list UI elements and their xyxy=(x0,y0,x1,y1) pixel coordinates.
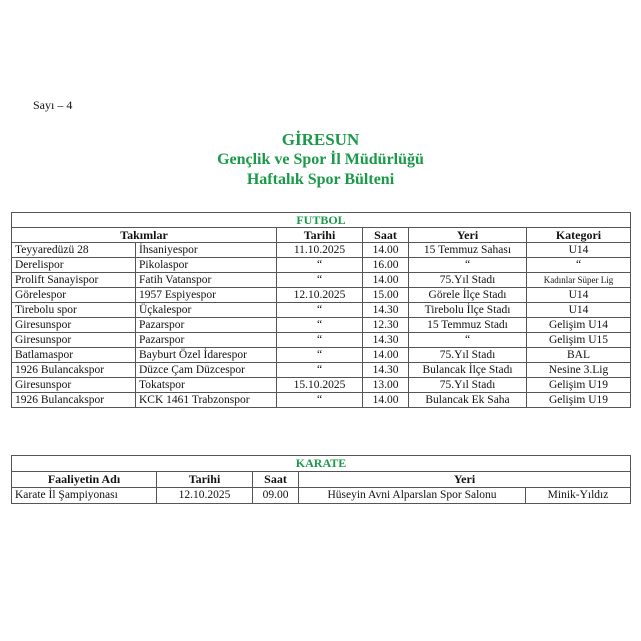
time-cell: 14.00 xyxy=(363,393,409,408)
date-cell: “ xyxy=(277,258,363,273)
match-row xyxy=(12,303,631,318)
date-cell: 12.10.2025 xyxy=(157,488,253,504)
column-header: Takımlar xyxy=(12,228,277,243)
category-cell: Minik-Yıldız xyxy=(526,488,631,504)
date-cell: “ xyxy=(277,273,363,288)
match-row xyxy=(12,393,631,408)
column-header: Faaliyetin Adı xyxy=(12,472,157,488)
home-team-cell: Görelespor xyxy=(12,288,136,303)
time-cell: 09.00 xyxy=(253,488,299,504)
away-team-cell: 1957 Espiyespor xyxy=(136,288,277,303)
match-row xyxy=(12,273,631,288)
venue-cell: 75.Yıl Stadı xyxy=(409,348,527,363)
away-team-cell: İhsaniyespor xyxy=(136,243,277,258)
venue-cell: Tirebolu İlçe Stadı xyxy=(409,303,527,318)
category-cell: “ xyxy=(527,258,631,273)
away-team-cell: Pazarspor xyxy=(136,333,277,348)
karate-header-row xyxy=(12,472,631,488)
away-team-cell: Düzce Çam Düzcespor xyxy=(136,363,277,378)
away-team-cell: Üçkalespor xyxy=(136,303,277,318)
venue-cell: “ xyxy=(409,258,527,273)
home-team-cell: Teyyaredüzü 28 xyxy=(12,243,136,258)
bulletin-header xyxy=(0,130,641,190)
venue-cell: “ xyxy=(409,333,527,348)
venue-cell: 15 Temmuz Stadı xyxy=(409,318,527,333)
header-bulletin-title: Haftalık Spor Bülteni xyxy=(246,171,395,188)
away-team-cell: KCK 1461 Trabzonspor xyxy=(136,393,277,408)
venue-cell: 75.Yıl Stadı xyxy=(409,273,527,288)
time-cell: 14.30 xyxy=(363,303,409,318)
home-team-cell: Batlamaspor xyxy=(12,348,136,363)
football-table xyxy=(11,212,631,408)
issue-number: Sayı – 4 xyxy=(33,98,73,112)
column-header: Saat xyxy=(363,228,409,243)
match-row xyxy=(12,348,631,363)
activity-row xyxy=(12,488,631,504)
category-cell: U14 xyxy=(527,243,631,258)
time-cell: 14.00 xyxy=(363,348,409,363)
match-row xyxy=(12,318,631,333)
category-cell: U14 xyxy=(527,288,631,303)
header-directorate: Gençlik ve Spor İl Müdürlüğü xyxy=(217,151,424,168)
column-header: Kategori xyxy=(527,228,631,243)
venue-cell: Görele İlçe Stadı xyxy=(409,288,527,303)
karate-section-title: KARATE xyxy=(12,456,631,472)
date-cell: “ xyxy=(277,363,363,378)
category-cell: Kadınlar Süper Lig xyxy=(527,273,631,288)
home-team-cell: Giresunspor xyxy=(12,318,136,333)
column-header: Tarihi xyxy=(277,228,363,243)
home-team-cell: Tirebolu spor xyxy=(12,303,136,318)
time-cell: 14.00 xyxy=(363,273,409,288)
date-cell: “ xyxy=(277,333,363,348)
away-team-cell: Tokatspor xyxy=(136,378,277,393)
home-team-cell: 1926 Bulancakspor xyxy=(12,393,136,408)
date-cell: “ xyxy=(277,348,363,363)
time-cell: 14.30 xyxy=(363,363,409,378)
date-cell: “ xyxy=(277,393,363,408)
time-cell: 16.00 xyxy=(363,258,409,273)
category-cell: U14 xyxy=(527,303,631,318)
away-team-cell: Pazarspor xyxy=(136,318,277,333)
venue-cell: Bulancak Ek Saha xyxy=(409,393,527,408)
category-cell: Gelişim U15 xyxy=(527,333,631,348)
home-team-cell: Giresunspor xyxy=(12,333,136,348)
home-team-cell: Derelispor xyxy=(12,258,136,273)
activity-cell: Karate İl Şampiyonası xyxy=(12,488,157,504)
venue-cell: 75.Yıl Stadı xyxy=(409,378,527,393)
column-header: Tarihi xyxy=(157,472,253,488)
match-row xyxy=(12,288,631,303)
category-cell: Gelişim U19 xyxy=(527,378,631,393)
home-team-cell: Prolift Sanayispor xyxy=(12,273,136,288)
time-cell: 13.00 xyxy=(363,378,409,393)
date-cell: 11.10.2025 xyxy=(277,243,363,258)
match-row xyxy=(12,243,631,258)
home-team-cell: 1926 Bulancakspor xyxy=(12,363,136,378)
date-cell: 15.10.2025 xyxy=(277,378,363,393)
time-cell: 15.00 xyxy=(363,288,409,303)
column-header: Yeri xyxy=(409,228,527,243)
date-cell: 12.10.2025 xyxy=(277,288,363,303)
column-header: Yeri xyxy=(299,472,631,488)
match-row xyxy=(12,333,631,348)
away-team-cell: Pikolaspor xyxy=(136,258,277,273)
venue-cell: 15 Temmuz Sahası xyxy=(409,243,527,258)
football-section-title: FUTBOL xyxy=(12,213,631,228)
time-cell: 14.30 xyxy=(363,333,409,348)
match-row xyxy=(12,378,631,393)
venue-cell: Bulancak İlçe Stadı xyxy=(409,363,527,378)
match-row xyxy=(12,363,631,378)
karate-table xyxy=(11,455,631,504)
time-cell: 12.30 xyxy=(363,318,409,333)
time-cell: 14.00 xyxy=(363,243,409,258)
home-team-cell: Giresunspor xyxy=(12,378,136,393)
venue-cell: Hüseyin Avni Alparslan Spor Salonu xyxy=(299,488,526,504)
date-cell: “ xyxy=(277,303,363,318)
header-city: GİRESUN xyxy=(281,130,360,149)
category-cell: BAL xyxy=(527,348,631,363)
column-header: Saat xyxy=(253,472,299,488)
football-header-row xyxy=(12,228,631,243)
away-team-cell: Fatih Vatanspor xyxy=(136,273,277,288)
away-team-cell: Bayburt Özel İdarespor xyxy=(136,348,277,363)
match-row xyxy=(12,258,631,273)
category-cell: Gelişim U19 xyxy=(527,393,631,408)
date-cell: “ xyxy=(277,318,363,333)
category-cell: Nesine 3.Lig xyxy=(527,363,631,378)
category-cell: Gelişim U14 xyxy=(527,318,631,333)
